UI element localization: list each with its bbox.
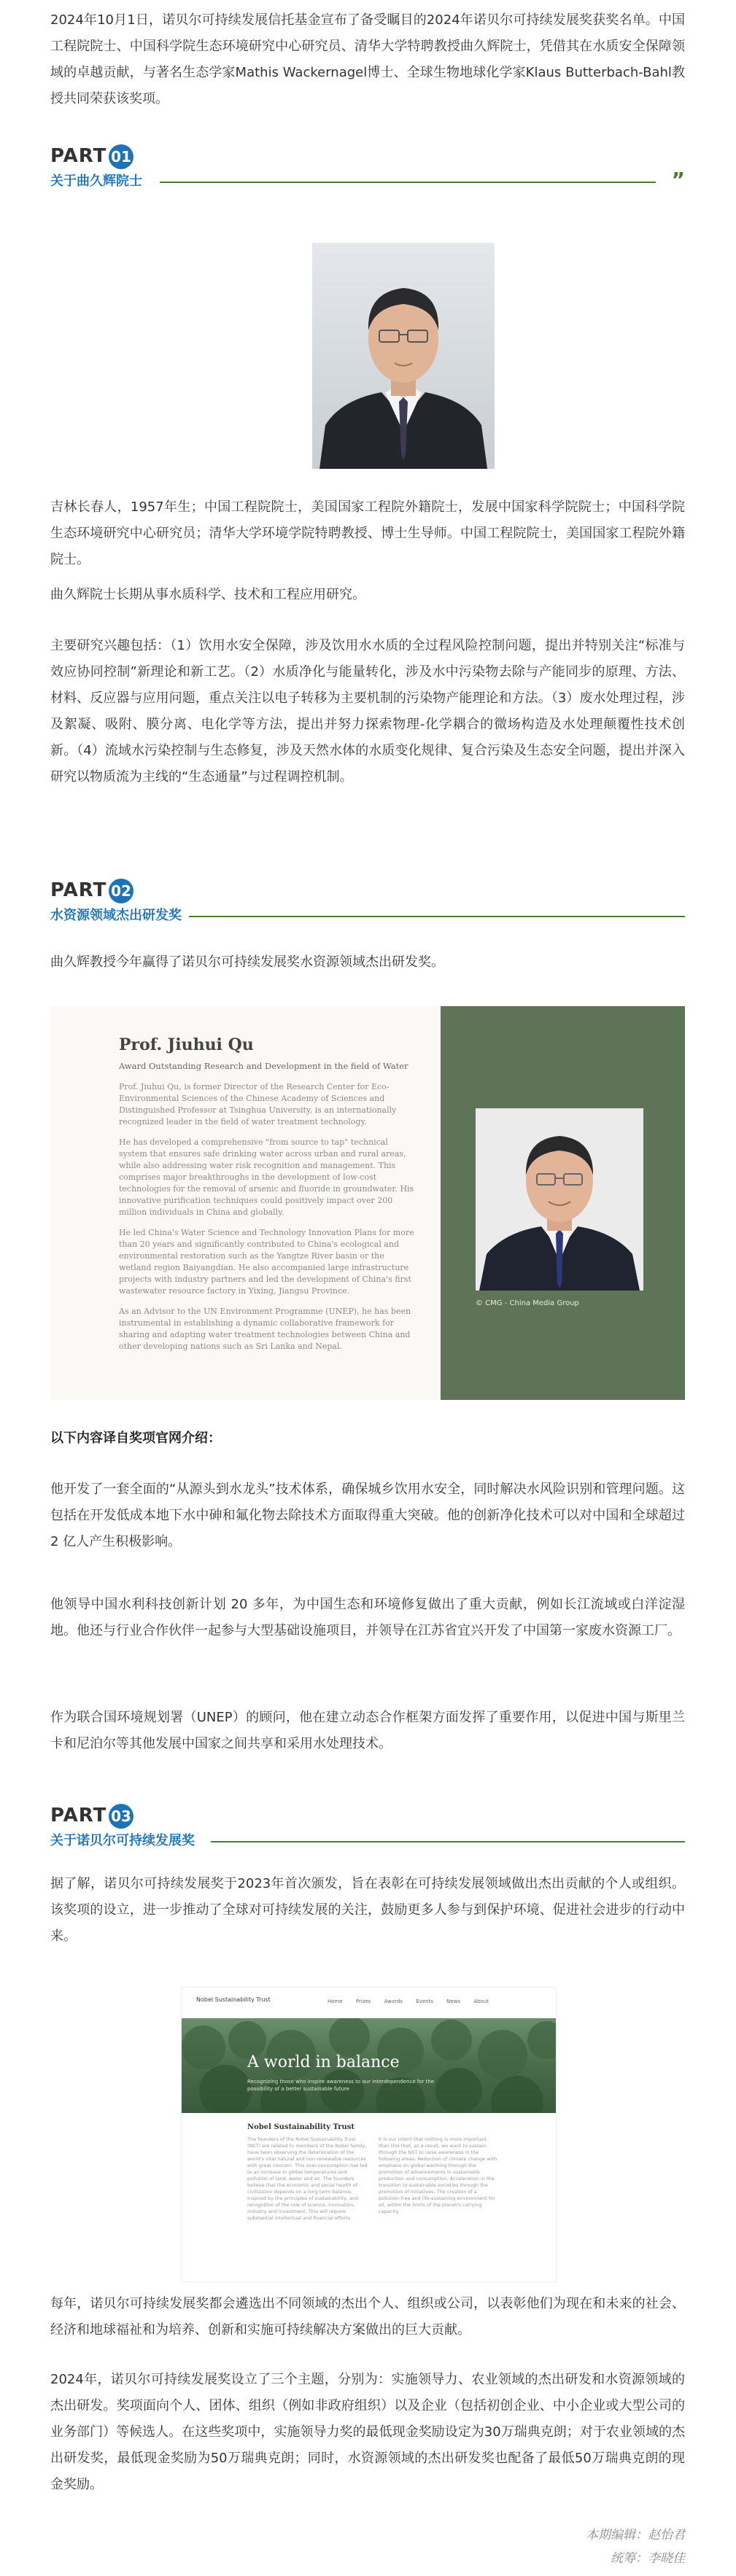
website-column-right: It is our intent that nothing is more important than this that, as a result, we want to sustain through the NST to raise awareness in the following areas: Reduction of climate change with emphasis on global warming through the promotion of advancements in sustainable production and consumption; Acceleration in the transition to sustainable societies through the promotion of initiatives; The creation of a pollution-free and life-sustaining environment for all, within the limits of the planet's carrying capacity. <box>379 2136 497 2214</box>
part-label: PART <box>50 145 107 167</box>
part-number-badge: 01 <box>109 144 133 169</box>
photo-credit: © CMG - China Media Group <box>476 1299 579 1307</box>
award-card <box>50 1006 685 1400</box>
award-lead-paragraph: 曲久辉教授今年赢得了诺贝尔可持续发展奖水资源领域杰出研发奖。 <box>50 954 444 970</box>
section-divider-line <box>189 916 685 917</box>
section-divider-line <box>211 1841 685 1842</box>
award-card-paragraph: Prof. Jiuhui Qu, is former Director of the Research Center for Eco-Environmental Sciences of the Chinese Academy of Sciences and Distinguished Professor at Tsinghua University, is an internationally recognized leader in the field of water treatment technology. <box>119 1082 397 1126</box>
section-1-header <box>50 143 685 192</box>
award-card-subtitle: Award Outstanding Research and Development in the field of Water <box>119 1061 408 1071</box>
award-card-paragraph: He has developed a comprehensive "from source to tap" technical system that ensures safe drinking water across urban and rural areas, while also addressing water risk recognition and management. This comprises major breakthroughs in the development of low-cost technologies for the removal of arsenic and fluoride in groundwater. His innovative purification techniques could positively impact over 200 million individuals in China and globally. <box>119 1137 414 1217</box>
award-paragraph-3: 作为联合国环境规划署（UNEP）的顾问，他在建立动态合作框架方面发挥了重要作用，以促进中国与斯里兰卡和尼泊尔等其他发展中国家之间共享和采用水处理技术。 <box>50 1710 685 1751</box>
part-number-badge: 03 <box>109 1804 133 1829</box>
part-label: PART <box>50 1805 107 1826</box>
section-2-header <box>50 877 685 923</box>
website-logo: Nobel Sustainability Trust <box>196 1996 271 2003</box>
website-hero-subtitle: Recognizing those who inspire awareness to our interdependence for the possibility of a better sustainable future <box>247 2079 435 2092</box>
website-body-title: Nobel Sustainability Trust <box>247 2123 355 2131</box>
award-paragraph-1: 他开发了一套全面的“从源头到水龙头”技术体系，确保城乡饮用水安全，同时解决水风险识别和管理问题。这包括在开发低成本地下水中砷和氟化物去除技术方面取得重大突破。他的创新净化技术可以对中国和全球超过 2 亿人产生积极影响。 <box>50 1482 685 1549</box>
part-number-badge: 02 <box>109 879 133 903</box>
section-title: 水资源领域杰出研发奖 <box>50 906 186 925</box>
award-card-name: Prof. Jiuhui Qu <box>119 1035 254 1054</box>
research-interests-paragraph: 主要研究兴趣包括：（1）饮用水安全保障，涉及饮用水水质的全过程风险控制问题，提出并特别关注“标准与效应协同控制”新理论和新工艺。（2）水质净化与能量转化，涉及水中污染物去除与产能同步的原理、方法、材料、反应器与应用问题，重点关注以电子转移为主要机制的污染物产能理论和方法。（3）废水处理过程，涉及絮凝、吸附、膜分离、电化学等方法，提出并努力探索物理-化学耦合的微场构造及水处理颠覆性技术创新。（4）流域水污染控制与生态修复，涉及天然水体的水质变化规律、复合污染及生态安全问题，提出并深入研究以物质流为主线的“生态通量”与过程调控机制。 <box>50 638 685 785</box>
editor-credit: 本期编辑：赵怡君 <box>586 2528 685 2542</box>
website-screenshot <box>181 1987 557 2282</box>
website-hero-title: A world in balance <box>247 2053 400 2071</box>
award-paragraph-2: 他领导中国水利科技创新计划 20 多年，为中国生态和环境修复做出了重大贡献，例如长江流域或白洋淀湿地。他还与行业合作伙伴一起参与大型基础设施项目，并领导在江苏省宜兴开发了中国第一家废水资源工厂。 <box>50 1597 685 1638</box>
bio-paragraph-1: 吉林长春人，1957年生；中国工程院院士，美国国家工程院外籍院士，发展中国家科学院院士；中国科学院生态环境研究中心研究员；清华大学环境学院特聘教授、博士生导师。中国工程院院士，美国国家工程院外籍院士。 <box>50 499 685 567</box>
website-hero-forest <box>182 2018 557 2113</box>
part-label: PART <box>50 879 107 901</box>
prize-paragraph-2: 每年，诺贝尔可持续发展奖都会遴选出不同领域的杰出个人、组织或公司，以表彰他们为现在和未来的社会、经济和地球福祉和为培养、创新和实施可持续解决方案做出的巨大贡献。 <box>50 2296 685 2338</box>
section-3-header <box>50 1802 685 1848</box>
award-card-text <box>50 1006 441 1400</box>
section-title: 关于曲久辉院士 <box>50 172 147 191</box>
website-nav <box>182 1988 557 2018</box>
intro-paragraph: 2024年10月1日，诺贝尔可持续发展信托基金宣布了备受瞩目的2024年诺贝尔可持续发展奖获奖名单。中国工程院院士、中国科学院生态环境研究中心研究员、清华大学特聘教授曲久辉院士，凭借其在水质安全保障领域的卓越贡献，与著名生态学家Mathis Wackernagel博士、全球生物地球化学家Klaus Butterbach-Bahl教授共同荣获该奖项。 <box>50 12 685 106</box>
reviewer-credit: 统筹：李晓佳 <box>611 2551 685 2566</box>
website-column-left: The founders of the Nobel Sustainability Trust (NST) are related to members of the Nobel family, have been observing the deterioration of the world's vital natural and non-renewable resources with great concern. This over-consumption has led to an increase in global temperatures and pollution of land, water and air. The founders believe that the economic and social health of civilization depends on a long term balance, inspired by the principles of sustainability, and recognition of the role of science, innovation, industry and investment. This will require substantial intellectual and financial efforts. <box>247 2136 368 2221</box>
bio-paragraph-2: 曲久辉院士长期从事水质科学、技术和工程应用研究。 <box>50 587 365 602</box>
person-portrait-icon <box>312 243 495 469</box>
section-title: 关于诺贝尔可持续发展奖 <box>50 1832 199 1851</box>
prize-paragraph-3: 2024年，诺贝尔可持续发展奖设立了三个主题，分别为：实施领导力、农业领域的杰出研发和水资源领域的杰出研发。奖项面向个人、团体、组织（例如非政府组织）以及企业（包括初创企业、中小企业或大型公司的业务部门）等候选人。在这些奖项中，实施领导力奖的最低现金奖励设定为30万瑞典克朗；对于农业领域的杰出研发奖，最低现金奖励为50万瑞典克朗；同时，水资源领域的杰出研发奖也配备了最低50万瑞典克朗的现金奖励。 <box>50 2372 685 2492</box>
portrait-photo <box>476 1108 643 1291</box>
portrait-photo <box>312 243 495 469</box>
award-card-photo-panel <box>441 1006 685 1400</box>
prize-intro-paragraph: 据了解，诺贝尔可持续发展奖于2023年首次颁发，旨在表彰在可持续发展领域做出杰出贡献的个人或组织。该奖项的设立，进一步推动了全球对可持续发展的关注，鼓励更多人参与到保护环境、促进社会进步的行动中来。 <box>50 1876 685 1944</box>
website-menu: Home Prizes Awards Events News About <box>328 1999 489 2004</box>
award-card-paragraph: He led China's Water Science and Technology Innovation Plans for more than 20 years and significantly contributed to China's ecological and environmental restoration such as the Yangtze River basin or the wetland region Baiyangdian. He also accompanied large infrastructure projects with industry partners and led the development of China's first wastewater resource factory in Yixing, Jiangsu Province. <box>119 1228 414 1296</box>
translation-note: 以下内容译自奖项官网介绍： <box>50 1431 221 1446</box>
award-card-paragraph: As an Advisor to the UN Environment Programme (UNEP), he has been instrumental in establishing a dynamic collaborative framework for sharing and adapting water treatment technologies between China and other developing nations such as Sri Lanka and Nepal. <box>119 1307 411 1351</box>
person-portrait-icon <box>476 1108 643 1291</box>
quote-mark-icon: ” <box>671 168 685 192</box>
section-divider-line <box>160 182 656 183</box>
